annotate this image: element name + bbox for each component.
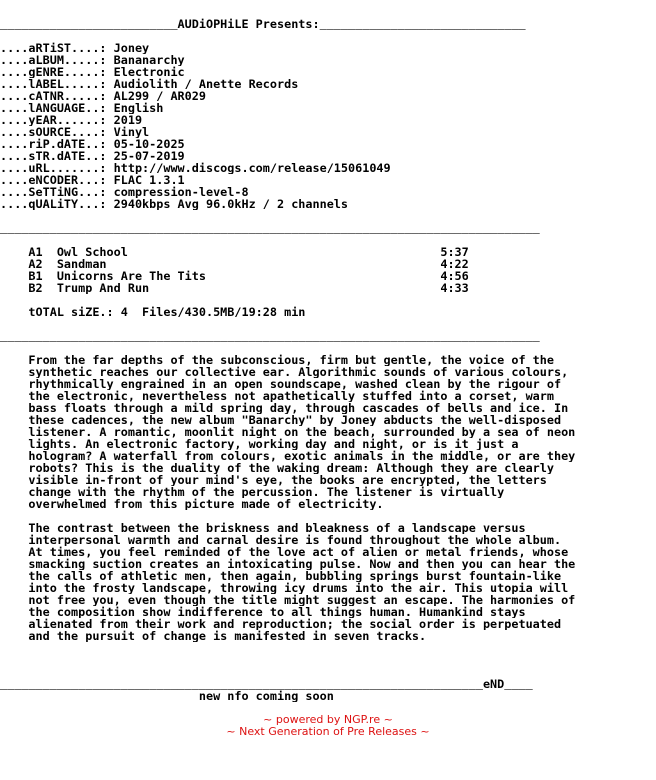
description-line: visible in-front of your mind's eye, the books are encrypted, the letters (0, 474, 547, 486)
description-line: these cadences, the new album "Banarchy" by Joney abducts the well-disposed (0, 414, 562, 426)
description-line: bass floats through a mild spring day, through cascades of bells and ice. In (0, 402, 569, 414)
track-row: A2 Sandman 4:22 (0, 258, 469, 270)
info-line: ....lANGUAGE..: English (0, 102, 164, 114)
description-line: not free you, even though the title might suggest an escape. The harmonies of (0, 594, 576, 606)
coming-soon-line: new nfo coming soon (0, 690, 334, 702)
info-line: ....gENRE.....: Electronic (0, 66, 185, 78)
info-line: ....lABEL.....: Audiolith / Anette Records (0, 78, 299, 90)
description-line: the electronic, nevertheless not apathetically stuffed into a corset, warm (0, 390, 554, 402)
info-line: ....aRTiST....: Joney (0, 42, 150, 54)
tracklist (0, 246, 656, 294)
info-line: ....yEAR......: 2019 (0, 114, 143, 126)
info-line: ....SeTTiNG...: compression-level-8 (0, 186, 249, 198)
info-line: ....riP.dATE..: 05-10-2025 (0, 138, 185, 150)
info-line: ....sOURCE....: Vinyl (0, 126, 150, 138)
description-line: From the far depths of the subconscious, firm but gentle, the voice of the (0, 354, 554, 366)
description-block (0, 354, 656, 642)
track-row: A1 Owl School 5:37 (0, 246, 469, 258)
description-line: overwhelmed from this picture made of electricity. (0, 498, 384, 510)
description-line: robots? This is the duality of the waking dream: Although they are clearly (0, 462, 554, 474)
total-size-line: tOTAL siZE.: 4 Files/430.5MB/19:28 min (0, 306, 306, 318)
description-line: listener. A romantic, moonlit night on the beach, surrounded by a sea of neon (0, 426, 576, 438)
end-line: ____________________________________________________________________eND____ (0, 678, 533, 690)
description-line: hologram? A waterfall from colours, exotic animals in the middle, or are they (0, 450, 576, 462)
info-line: ....sTR.dATE..: 25-07-2019 (0, 150, 185, 162)
description-line: and the pursuit of change is manifested in seven tracks. (0, 630, 427, 642)
info-line: ....eNCODER...: FLAC 1.3.1 (0, 174, 185, 186)
info-line: ....qUALiTY...: 2940kbps Avg 96.0kHz / 2 channels (0, 198, 349, 210)
description-line: the composition show indifference to all things human. Humankind stays (0, 606, 526, 618)
description-line: The contrast between the briskness and bleakness of a landscape versus (0, 522, 526, 534)
header-line: _________________________AUDiOPHiLE Presents:_____________________________ (0, 18, 526, 30)
separator-line: ____________________________________________________________________________ (0, 330, 540, 342)
info-line: ....aLBUM.....: Bananarchy (0, 54, 185, 66)
description-line: interpersonal warmth and carnal desire is found throughout the whole album. (0, 534, 562, 546)
description-line: the calls of athletic men, then again, bubbling springs burst fountain-like (0, 570, 562, 582)
description-line: lights. An electronic factory, working day and night, or is it just a (0, 438, 519, 450)
info-line: ....cATNR.....: AL299 / AR029 (0, 90, 206, 102)
track-row: B2 Trump And Run 4:33 (0, 282, 469, 294)
description-line: rhythmically engrained in an open soundscape, washed clean by the rigour of (0, 378, 562, 390)
description-line: into the frosty landscape, throwing icy drums into the air. This utopia will (0, 582, 569, 594)
info-block (0, 42, 656, 210)
description-line: At times, you feel reminded of the love act of alien or metal friends, whose (0, 546, 569, 558)
description-line: smacking suction creates an intoxicating pulse. Now and then you can hear the (0, 558, 576, 570)
tagline-link[interactable]: ~ Next Generation of Pre Releases ~ (226, 725, 430, 738)
info-line: ....uRL.......: http://www.discogs.com/release/15061049 (0, 162, 391, 174)
description-line: alienated from their work and reproduction; the social order is perpetuated (0, 618, 562, 630)
description-line: synthetic reaches our collective ear. Algorithmic sounds of various colours, (0, 366, 569, 378)
description-line: change with the rhythm of the percussion. The listener is virtually (0, 486, 505, 498)
powered-by-link[interactable]: ~ powered by NGP.re ~ (263, 713, 393, 726)
separator-line: ____________________________________________________________________________ (0, 222, 540, 234)
track-row: B1 Unicorns Are The Tits 4:56 (0, 270, 469, 282)
